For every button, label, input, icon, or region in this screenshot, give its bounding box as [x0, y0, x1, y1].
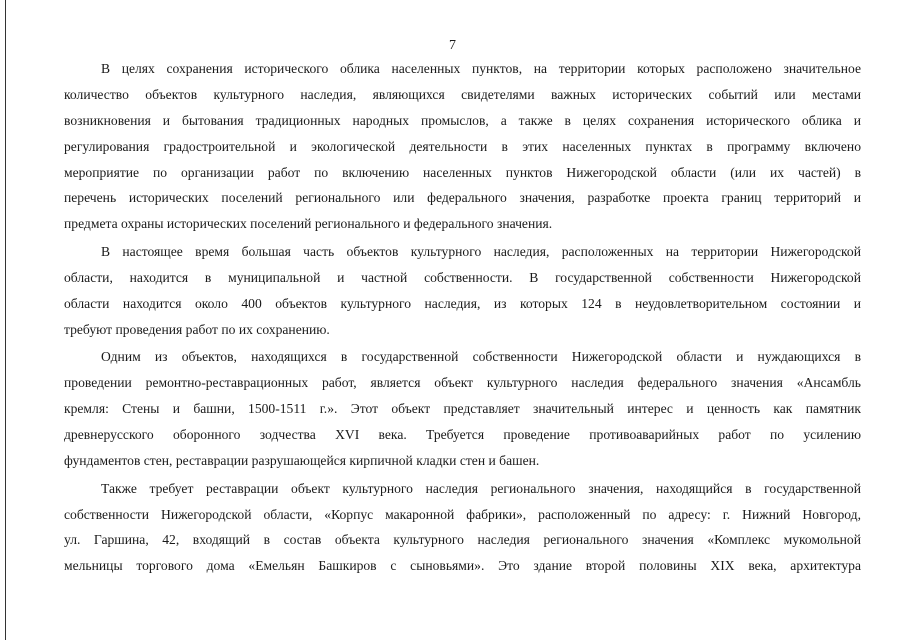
text-line: возникновения и бытования традиционных народных промыслов, а также в целях сохранения исторического облика и [64, 112, 861, 128]
paragraph-kremlin [64, 344, 861, 473]
page-edge-line [5, 0, 6, 640]
document-body [64, 56, 861, 579]
text-line: Также требует реставрации объект культурного наследия регионального значения, находящийся в государственной [101, 480, 861, 496]
text-line: проведении ремонтно-реставрационных работ, является объект культурного наследия федерального значения «Ансамбль [64, 375, 861, 391]
text-line: фундаментов стен, реставрации разрушающейся кирпичной кладки стен и башен. [64, 452, 540, 468]
text-line: мельницы торгового дома «Емельян Башкиров с сыновьями». Это здание второй половины XIX века, архитектура [64, 558, 861, 574]
text-line: древнерусского оборонного зодчества XVI века. Требуется проведение противоаварийных работ по усилению [64, 427, 861, 443]
text-line: области, находится в муниципальной и частной собственности. В государственной собственности Нижегородской [64, 269, 861, 285]
text-line: мероприятие по организации работ по включению населенных пунктов Нижегородской области (или их частей) в [64, 164, 861, 180]
text-line: количество объектов культурного наследия, являющихся свидетелями важных исторических событий или местами [64, 86, 861, 102]
text-line: перечень исторических поселений регионального или федерального значения, разработке проекта границ территорий и [64, 190, 861, 206]
text-line: ул. Гаршина, 42, входящий в состав объекта культурного наследия регионального значения «Комплекс мукомольной [64, 532, 861, 548]
text-line: предмета охраны исторических поселений регионального и федерального значения. [64, 216, 553, 232]
paragraph-pasta-factory [64, 476, 861, 580]
text-line: регулирования градостроительной и экологической деятельности в этих населенных пунктах в программу включено [64, 138, 861, 154]
text-line: области находится около 400 объектов культурного наследия, из которых 124 в неудовлетворительном состоянии и [64, 295, 861, 311]
text-line: В настоящее время большая часть объектов культурного наследия, расположенных на территории Нижегородской [101, 244, 861, 260]
text-line: собственности Нижегородской области, «Корпус макаронной фабрики», расположенный по адресу: г. Нижний Новгород, [64, 506, 861, 522]
text-line: Одним из объектов, находящихся в государственной собственности Нижегородской области и нуждающихся в [101, 349, 861, 365]
paragraph-ownership [64, 239, 861, 343]
text-line: требуют проведения работ по их сохранению. [64, 321, 330, 337]
page-number: 7 [449, 38, 456, 53]
paragraph-historic-settlements [64, 56, 861, 237]
text-line: кремля: Стены и башни, 1500-1511 г.». Этот объект представляет значительный интерес и ценность как памятник [64, 401, 861, 417]
text-line: В целях сохранения исторического облика населенных пунктов, на территории которых расположено значительное [101, 61, 861, 76]
